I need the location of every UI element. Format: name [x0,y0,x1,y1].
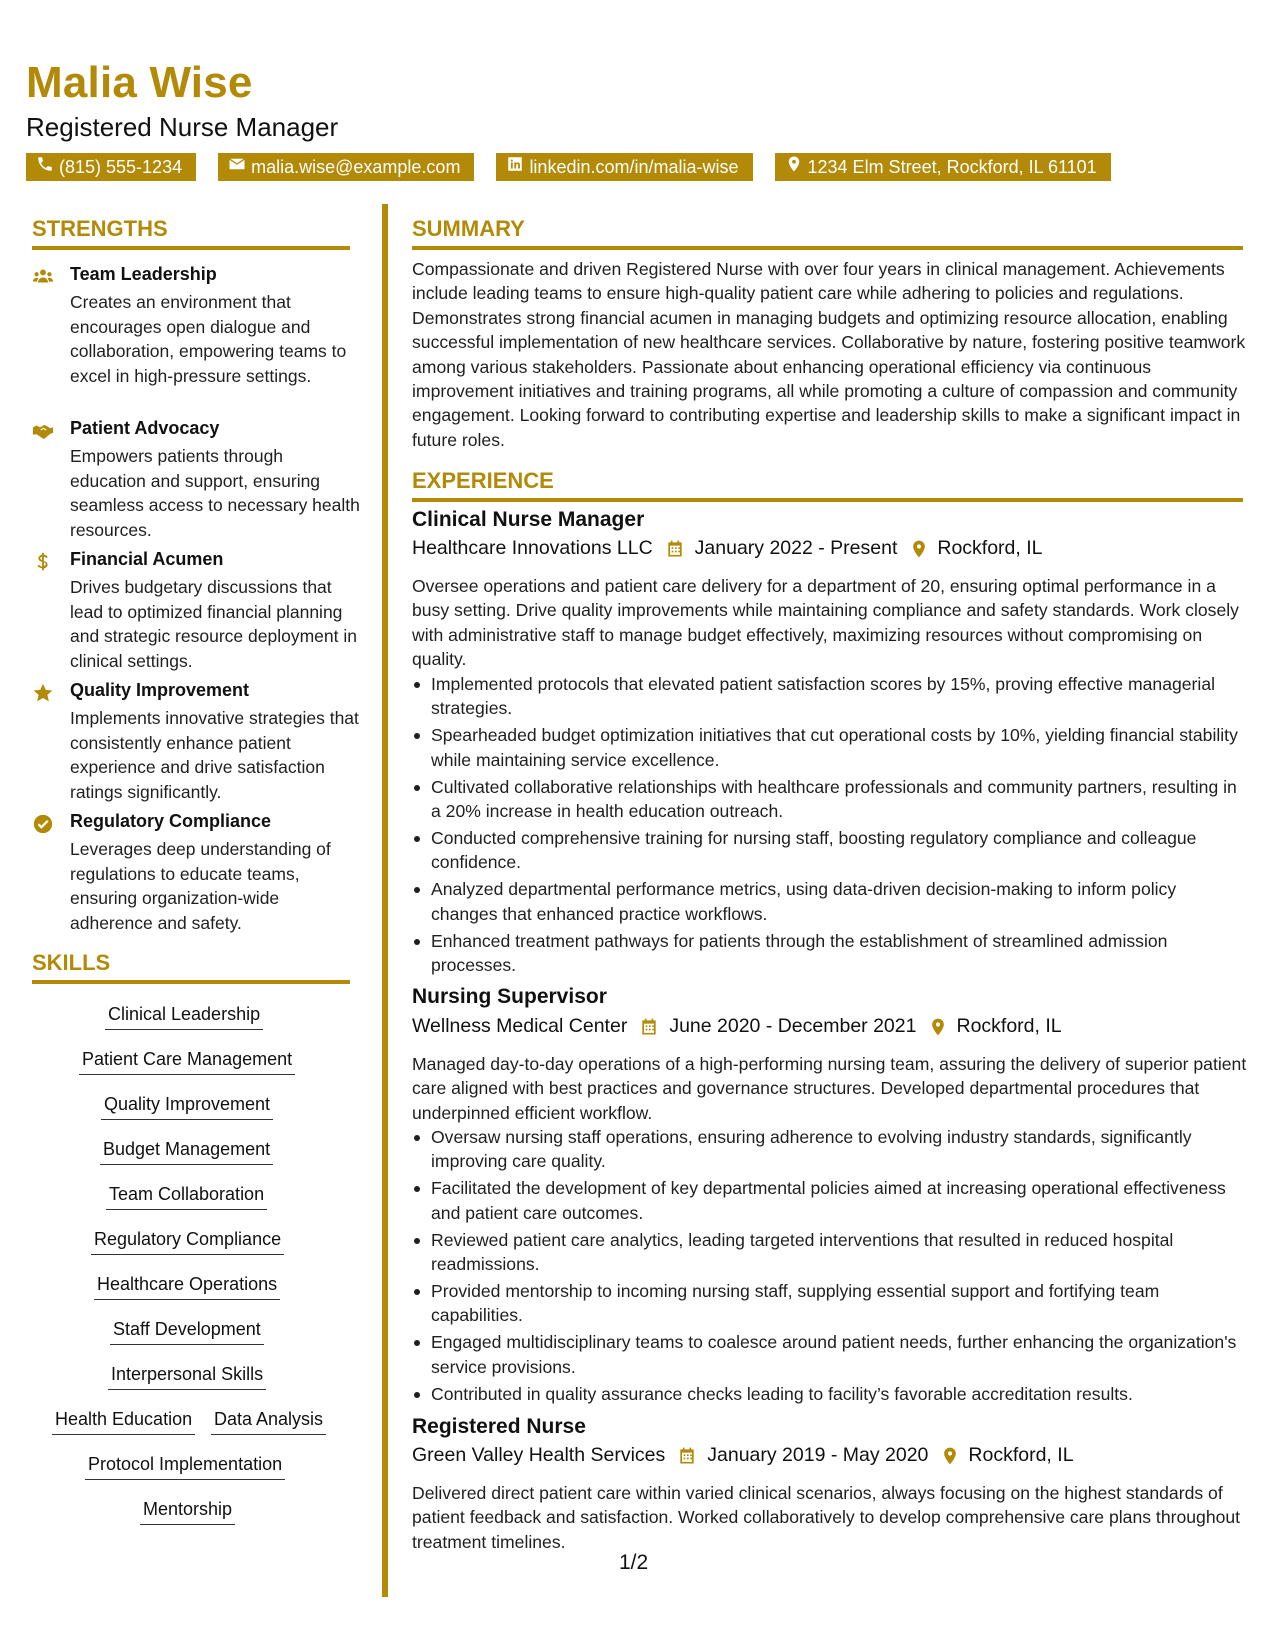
handshake-icon [32,420,54,442]
summary-text: Compassionate and driven Registered Nurse with over four years in clinical management. Achievements include leading teams to ensure high-quality patient care while adhering to policies and regulations. Demonstrates strong financial acumen in managing budgets and optimizing resource allocation, enabling successful implementation of new healthcare services. Collaborative by nature, fostering positive teamwork among various stakeholders. Passionate about enhancing operational efficiency via continuous improvement initiatives and training programs, all while promoting a culture of compassion and community engagement. Looking forward to contributing expertise and leadership skills to make a significant impact in future roles. [412,259,1246,450]
job-location: Rockford, IL [956,1015,1062,1037]
strengths-heading: STRENGTHS [32,216,168,241]
skill-tag: Staff Development [110,1319,264,1345]
linkedin-text: linkedin.com/in/malia-wise [529,157,739,177]
map-pin-icon [909,539,929,559]
skills-heading: SKILLS [32,950,111,975]
summary-rule [412,246,1243,250]
skill-tag: Budget Management [100,1139,273,1165]
job-bullets [412,1125,1247,1408]
company-name: Green Valley Health Services [412,1444,666,1466]
job-description: Oversee operations and patient care delivery for a department of 20, ensuring optimal performance in a busy setting. Drive quality improvements while maintaining compliance and safety standards. Work closely with administrative staff to manage budget effectively, maximizing resources without compromising on quality. [412,576,1239,670]
skill-tag: Healthcare Operations [94,1274,280,1300]
contact-phone[interactable] [26,153,196,181]
skill-tag: Interpersonal Skills [108,1364,266,1390]
contact-bar [26,153,1111,181]
calendar-icon [665,539,685,559]
bullet-item: Implemented protocols that elevated patient satisfaction scores by 15%, proving effective managerial strategies. [412,672,1247,721]
dollar-icon [32,551,54,573]
strength-desc: Drives budgetary discussions that lead to optimized financial planning and strategic resource deployment in clinical settings. [70,577,357,671]
bullet-item: Spearheaded budget optimization initiatives that cut operational costs by 10%, yielding financial stability while maintaining service excellence. [412,723,1247,772]
bullet-item: Provided mentorship to incoming nursing staff, supplying essential support and fortifying team capabilities. [412,1279,1247,1328]
page-number: 1/2 [619,1551,649,1574]
bullet-item: Engaged multidisciplinary teams to coalesce around patient needs, further enhancing the organization's service provisions. [412,1330,1247,1379]
contact-email[interactable] [218,153,474,181]
summary-heading: SUMMARY [412,216,525,241]
skill-tag: Patient Care Management [79,1049,295,1075]
bullet-item: Cultivated collaborative relationships with healthcare professionals and community partners, resulting in a 20% increase in health education outreach. [412,775,1247,824]
skill-tag: Health Education [52,1409,195,1435]
map-pin-icon [785,153,803,181]
map-pin-icon [940,1446,960,1466]
job-dates: January 2022 - Present [694,537,898,559]
company-name: Wellness Medical Center [412,1015,628,1037]
strength-title: Patient Advocacy [70,418,220,438]
skill-tag: Protocol Implementation [85,1454,285,1480]
job-description: Managed day-to-day operations of a high-performing nursing team, assuring the delivery of superior patient care aligned with best practices and governance structures. Developed departmental procedures that underpinned efficient workflow. [412,1054,1247,1123]
job-title: Registered Nurse [412,1415,586,1438]
job-meta [412,1015,1062,1038]
job-meta [412,537,1043,560]
bullet-item: Oversaw nursing staff operations, ensuring adherence to evolving industry standards, significantly improving care quality. [412,1125,1247,1174]
skill-tag: Regulatory Compliance [91,1229,284,1255]
strength-title: Regulatory Compliance [70,811,272,831]
job-title: Clinical Nurse Manager [412,508,645,531]
contact-address [775,153,1111,181]
bullet-item: Reviewed patient care analytics, leading targeted interventions that resulted in reduced hospital readmissions. [412,1228,1247,1277]
job-dates: June 2020 - December 2021 [669,1015,917,1037]
job-location: Rockford, IL [968,1444,1074,1466]
candidate-name: Malia Wise [26,58,253,107]
skills-rule [32,980,350,984]
strength-desc: Creates an environment that encourages open dialogue and collaboration, empowering teams to excel in high-pressure settings. [70,292,347,386]
skill-tag: Mentorship [140,1499,235,1525]
skill-tag: Team Collaboration [106,1184,267,1210]
job-title: Nursing Supervisor [412,985,607,1008]
bullet-item: Analyzed departmental performance metrics, using data-driven decision-making to inform policy changes that enhanced practice workflows. [412,877,1247,926]
envelope-icon [228,153,246,181]
phone-text: (815) 555-1234 [59,157,183,177]
star-icon [32,682,54,704]
calendar-icon [639,1017,659,1037]
strength-desc: Empowers patients through education and support, ensuring seamless access to necessary health resources. [70,446,360,540]
strength-desc: Implements innovative strategies that consistently enhance patient experience and drive satisfaction ratings significantly. [70,708,359,802]
strength-title: Quality Improvement [70,680,250,700]
strengths-rule [32,246,350,250]
strength-title: Financial Acumen [70,549,224,569]
users-icon [32,266,54,288]
bullet-item: Contributed in quality assurance checks leading to facility’s favorable accreditation results. [412,1382,1247,1406]
experience-heading: EXPERIENCE [412,468,554,493]
experience-rule [412,498,1243,502]
contact-linkedin[interactable] [496,153,752,181]
job-bullets [412,672,1247,980]
company-name: Healthcare Innovations LLC [412,537,653,559]
strength-title: Team Leadership [70,264,217,284]
candidate-title: Registered Nurse Manager [26,112,339,142]
job-dates: January 2019 - May 2020 [707,1444,929,1466]
job-description: Delivered direct patient care within varied clinical scenarios, always focusing on the highest standards of patient feedback and satisfaction. Worked collaboratively to develop comprehensive care plans throughout treatment timelines. [412,1483,1241,1552]
bullet-item: Enhanced treatment pathways for patients through the establishment of streamlined admission processes. [412,929,1247,978]
column-divider [382,204,388,1597]
strength-desc: Leverages deep understanding of regulations to educate teams, ensuring organization-wide adherence and safety. [70,839,331,933]
bullet-item: Conducted comprehensive training for nursing staff, boosting regulatory compliance and colleague confidence. [412,826,1247,875]
skill-tag: Clinical Leadership [105,1004,263,1030]
bullet-item: Facilitated the development of key departmental policies aimed at increasing operational effectiveness and patient care outcomes. [412,1176,1247,1225]
linkedin-icon [506,153,524,181]
calendar-icon [677,1446,697,1466]
skill-tag: Quality Improvement [101,1094,273,1120]
job-location: Rockford, IL [937,537,1043,559]
phone-icon [36,153,54,181]
map-pin-icon [928,1017,948,1037]
check-circle-icon [32,813,54,835]
address-text: 1234 Elm Street, Rockford, IL 61101 [807,157,1097,177]
job-meta [412,1444,1074,1467]
skill-tag: Data Analysis [211,1409,326,1435]
email-text: malia.wise@example.com [251,157,461,177]
